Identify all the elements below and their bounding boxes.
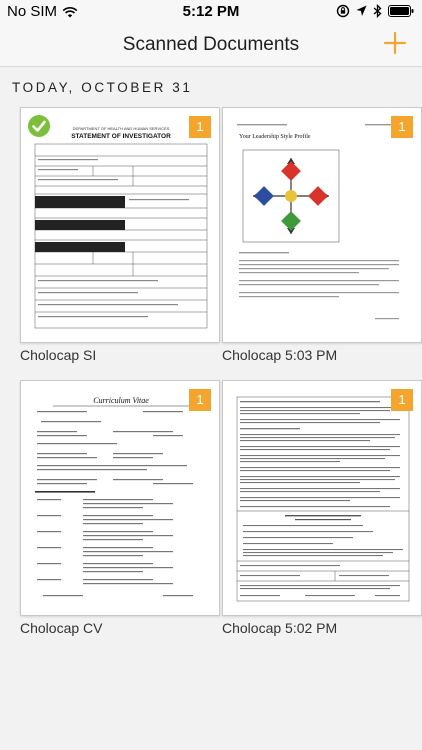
status-bar <box>0 0 422 22</box>
page-count-badge: 1 <box>189 389 211 411</box>
document-label[interactable]: Cholocap 5:03 PM <box>222 347 338 363</box>
carrier-label: No SIM <box>7 3 58 20</box>
document-thumbnail[interactable] <box>222 107 422 343</box>
thumb-title: STATEMENT OF INVESTIGATOR <box>71 133 171 140</box>
document-label[interactable]: Cholocap 5:02 PM <box>222 620 338 636</box>
page-count-badge: 1 <box>391 389 413 411</box>
document-thumbnail[interactable] <box>20 107 220 343</box>
status-icons <box>336 4 414 18</box>
document-card[interactable] <box>222 107 422 367</box>
bluetooth-icon <box>373 4 382 18</box>
thumb-title: Curriculum Vitae <box>93 396 149 405</box>
page-title: Scanned Documents <box>122 34 300 55</box>
page-count-badge: 1 <box>189 116 211 138</box>
add-document-button[interactable] <box>380 28 410 58</box>
document-label[interactable]: Cholocap SI <box>20 347 97 363</box>
cv-page-preview <box>33 395 209 605</box>
location-icon <box>356 5 367 17</box>
section-header-date: TODAY, OCTOBER 31 <box>12 80 193 95</box>
navigation-bar <box>0 22 422 66</box>
svg-text:DEPARTMENT OF HEALTH AND HUMAN: DEPARTMENT OF HEALTH AND HUMAN SERVICES <box>72 126 170 131</box>
checkmark-icon <box>27 114 51 138</box>
document-card[interactable] <box>20 107 220 367</box>
clock: 5:12 PM <box>182 3 240 20</box>
page-count-badge: 1 <box>391 116 413 138</box>
battery-icon <box>388 5 414 17</box>
thumb-title: Your Leadership Style Profile <box>239 134 311 140</box>
profile-page-preview <box>235 122 411 332</box>
document-card[interactable] <box>222 380 422 640</box>
documents-list[interactable] <box>0 66 422 750</box>
document-thumbnail[interactable] <box>20 380 220 616</box>
form-page-preview <box>33 122 209 332</box>
document-label[interactable]: Cholocap CV <box>20 620 103 636</box>
document-card[interactable] <box>20 380 220 640</box>
rotation-lock-icon <box>336 4 350 18</box>
document-thumbnail[interactable] <box>222 380 422 616</box>
agreement-page-preview <box>235 395 411 605</box>
plus-icon <box>380 28 410 58</box>
